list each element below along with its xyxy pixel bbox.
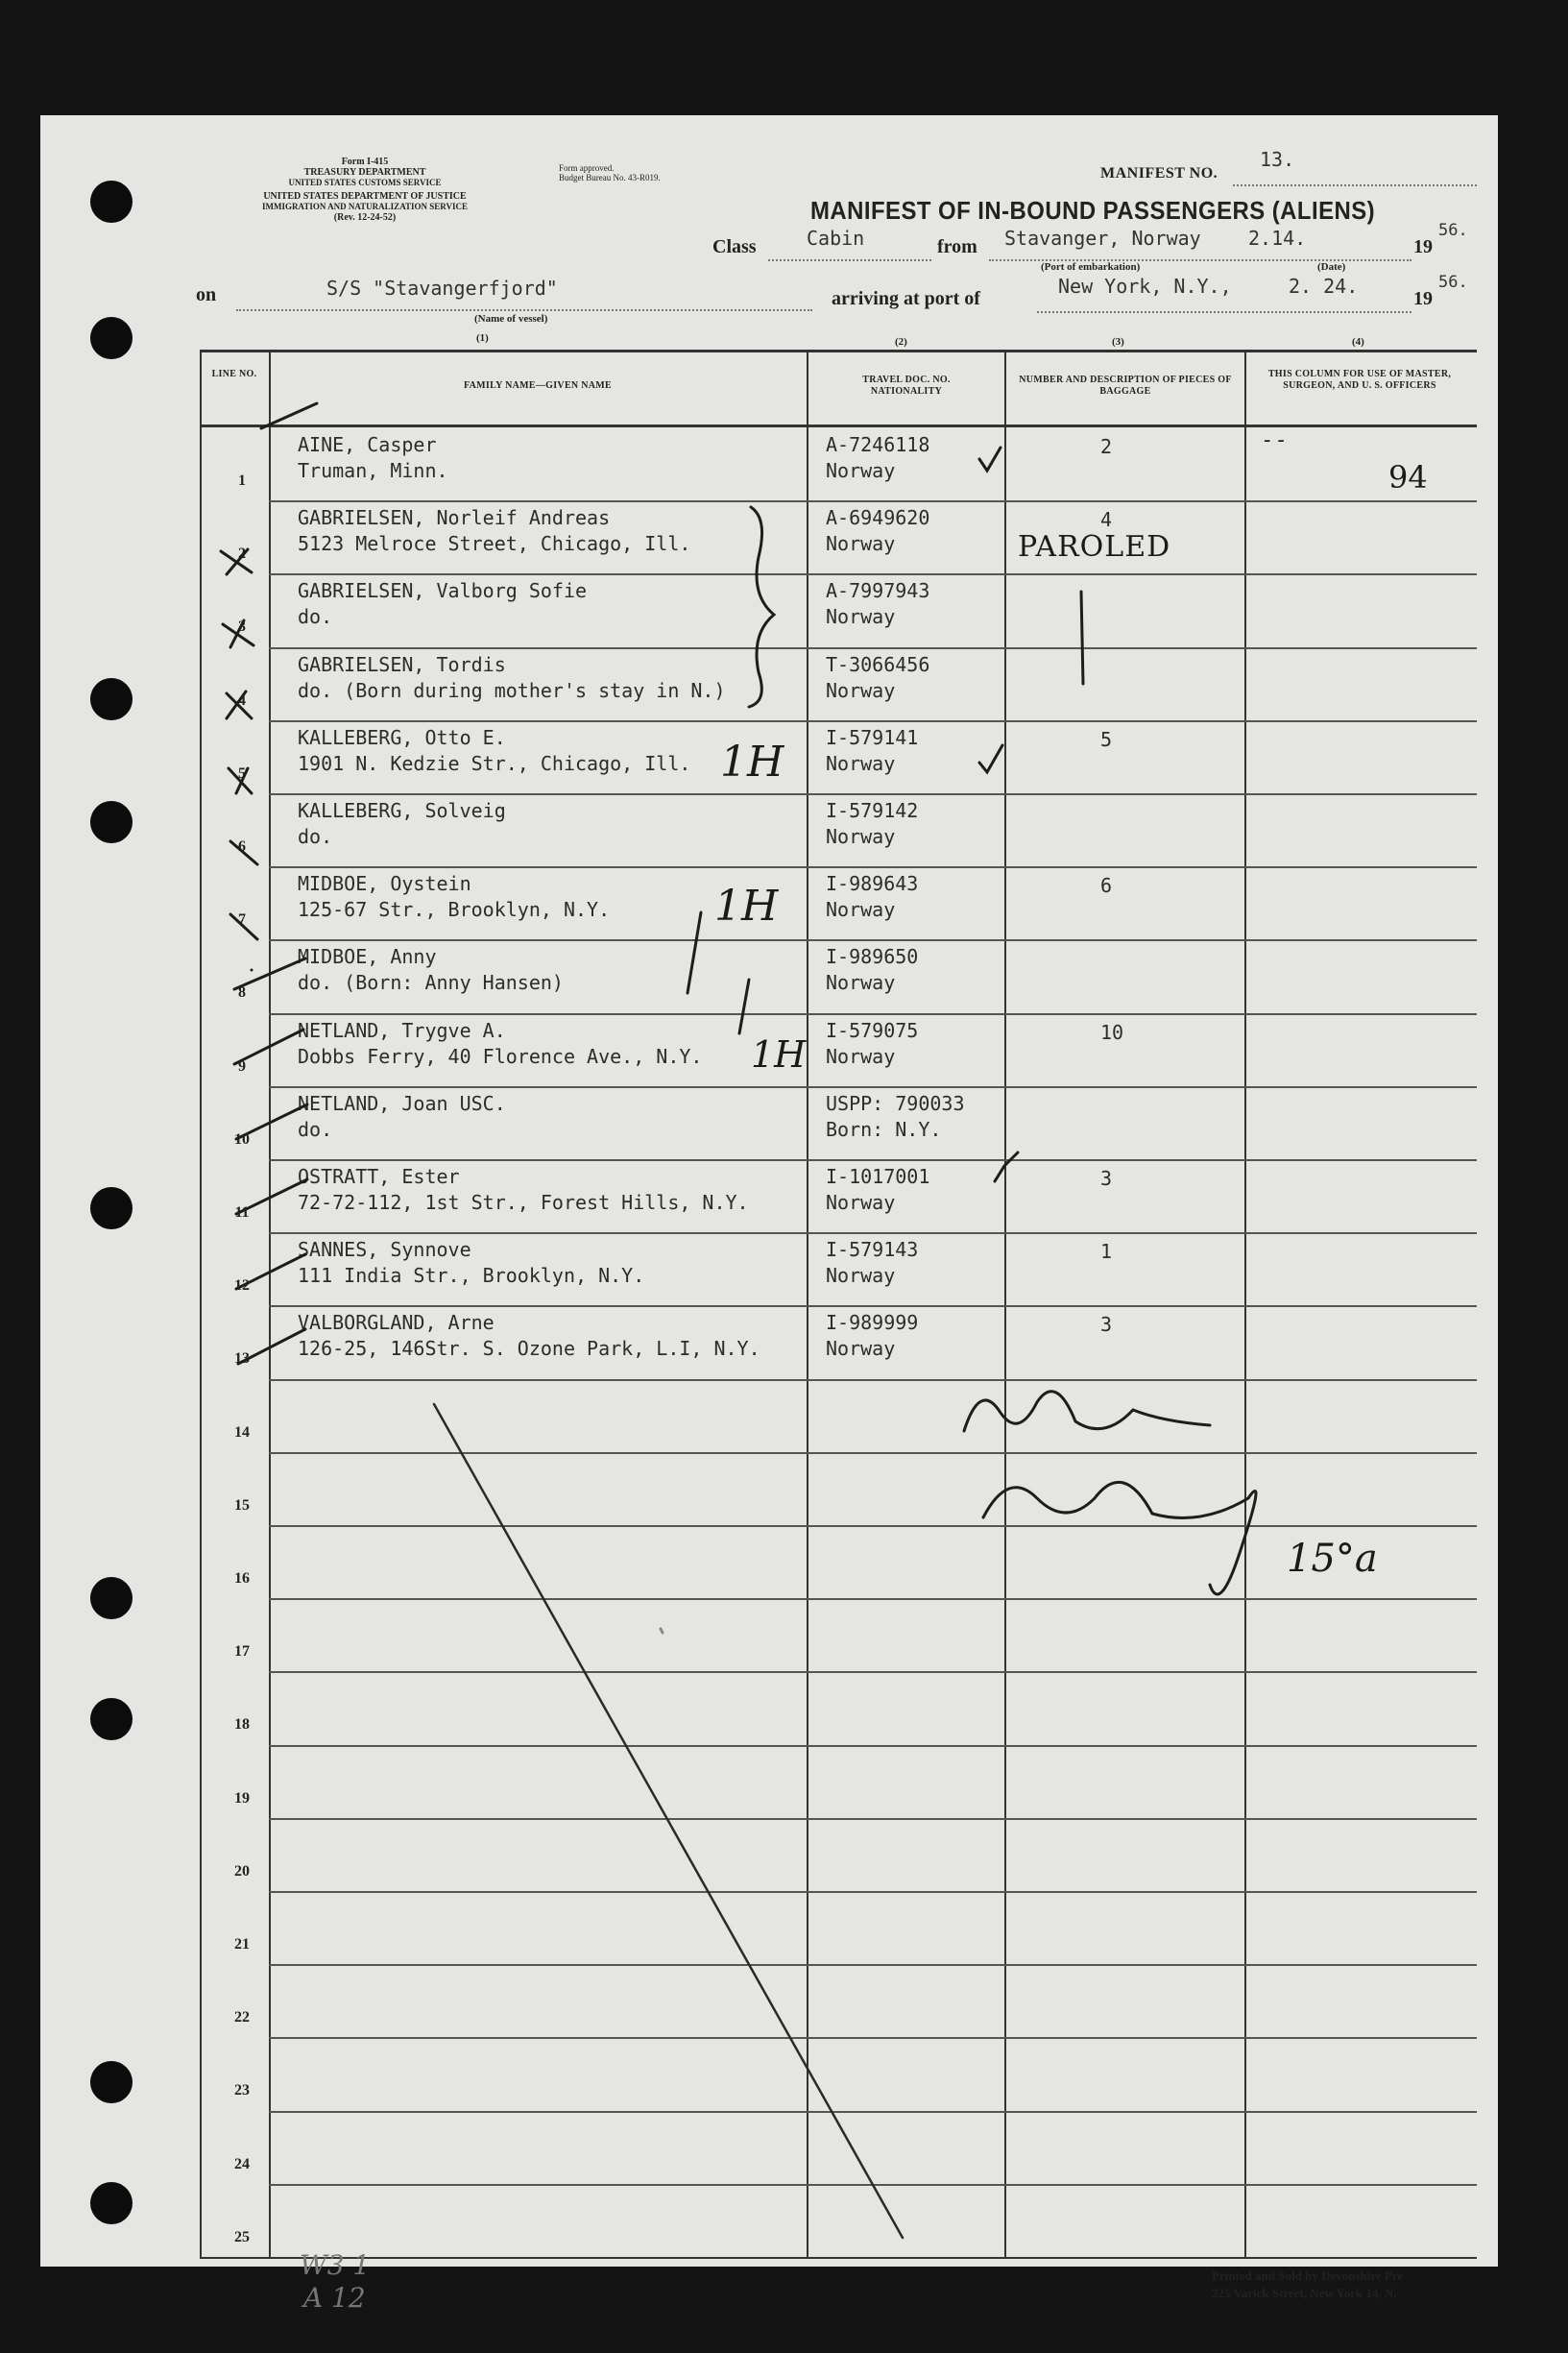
punch-hole: [90, 2061, 133, 2103]
punch-hole: [90, 2182, 133, 2224]
passenger-address: 72-72-112, 1st Str., Forest Hills, N.Y.: [298, 1191, 749, 1214]
travel-doc-number: I-989999: [826, 1311, 919, 1335]
embarkation-date: 2.14.: [1248, 227, 1307, 250]
class-value: Cabin: [807, 227, 865, 250]
margin-1h-b: 1H: [714, 882, 779, 931]
row-rule: [269, 720, 1477, 722]
passenger-address: do.: [298, 825, 333, 848]
line-number: 4: [238, 691, 246, 709]
passenger-name: GABRIELSEN, Valborg Sofie: [298, 579, 588, 603]
form-approval: [559, 163, 661, 182]
row-rule: [269, 1013, 1477, 1015]
passenger-address: do.: [298, 605, 333, 629]
passenger-name: NETLAND, Trygve A.: [298, 1018, 506, 1042]
travel-doc-number: USPP: 790033: [826, 1091, 965, 1115]
passenger-name: VALBORGLAND, Arne: [298, 1311, 495, 1335]
printer-line-1: Printed and Sold by Devonshire Pre: [1212, 2268, 1404, 2283]
row-rule: [269, 793, 1477, 795]
col-num-1: (1): [476, 332, 489, 344]
row-rule: [269, 1232, 1477, 1234]
punch-hole: [90, 181, 133, 223]
travel-doc-number: A-7997943: [826, 579, 930, 603]
passenger-address: 125-67 Str., Brooklyn, N.Y.: [298, 898, 611, 922]
line-number: 1: [238, 473, 246, 489]
travel-doc-number: A-6949620: [826, 506, 930, 530]
budget-bureau: Budget Bureau No. 43-R019.: [559, 173, 661, 182]
vessel-line: [236, 309, 812, 311]
line-number: 19: [234, 1789, 250, 1807]
table-bottom-rule: [200, 2257, 1477, 2259]
line-number: 14: [234, 1423, 250, 1441]
baggage-count: 4: [1100, 508, 1113, 532]
punch-hole: [90, 1577, 133, 1619]
margin-1h-a: 1H: [720, 738, 784, 787]
line-number: 8: [238, 984, 246, 1002]
manifest-number: 13.: [1260, 148, 1295, 171]
passenger-name: AINE, Casper: [298, 433, 437, 456]
nationality: Norway: [826, 751, 896, 775]
row-rule: [269, 866, 1477, 868]
baggage-count: 6: [1100, 874, 1113, 898]
year-1: 56.: [1438, 221, 1468, 240]
nationality: Norway: [826, 605, 896, 629]
passenger-address: 5123 Melroce Street, Chicago, Ill.: [298, 532, 691, 556]
line-number: 5: [238, 764, 246, 782]
line-number: 2: [238, 546, 246, 563]
paroled-stamp: PAROLED: [1018, 530, 1171, 564]
form-number: Form I-415: [341, 157, 389, 167]
passenger-name: MIDBOE, Anny: [298, 945, 437, 969]
header-bottom-rule: [200, 425, 1477, 427]
baggage-count: 5: [1100, 727, 1113, 751]
line-number: 3: [238, 619, 246, 636]
customs-service: UNITED STATES CUSTOMS SERVICE: [288, 178, 442, 187]
nationality: Norway: [826, 898, 896, 922]
bag-col-divider: [1244, 350, 1246, 2259]
line-number: 6: [238, 838, 246, 855]
col-header-baggage: NUMBER AND DESCRIPTION OF PIECES OF BAGGAGE: [1019, 375, 1232, 397]
passenger-address: Truman, Minn.: [298, 459, 448, 482]
row-rule: [269, 1452, 1477, 1454]
nationality: Norway: [826, 825, 896, 848]
travel-doc-number: I-579075: [826, 1018, 919, 1042]
date-caption: (Date): [1317, 261, 1346, 273]
passenger-address: 126-25, 146Str. S. Ozone Park, L.I, N.Y.: [298, 1337, 760, 1361]
row-rule: [269, 647, 1477, 649]
baggage-count: 2: [1100, 435, 1113, 458]
passenger-name: GABRIELSEN, Norleif Andreas: [298, 506, 611, 530]
row-rule: [269, 1086, 1477, 1088]
line-number: 12: [234, 1277, 250, 1295]
nationality: Norway: [826, 1044, 896, 1068]
row-rule: [269, 939, 1477, 941]
year-2: 56.: [1438, 273, 1468, 292]
row-rule: [269, 1891, 1477, 1893]
line-number: 13: [234, 1350, 250, 1368]
passenger-address: 111 India Str., Brooklyn, N.Y.: [298, 1264, 645, 1288]
line-number: 18: [234, 1716, 250, 1734]
baggage-count: 3: [1100, 1167, 1113, 1190]
line-number: 7: [238, 911, 246, 929]
page-title: MANIFEST OF IN-BOUND PASSENGERS (ALIENS): [810, 196, 1376, 225]
passenger-name: KALLEBERG, Solveig: [298, 799, 506, 822]
punch-hole: [90, 1187, 133, 1229]
name-col-divider: [807, 350, 808, 2259]
line-number: 17: [234, 1643, 250, 1661]
passenger-address: do. (Born: Anny Hansen): [298, 971, 564, 995]
passenger-address: do.: [298, 1117, 333, 1141]
travel-doc-number: I-989643: [826, 872, 919, 896]
revision: (Rev. 12-24-52): [333, 212, 397, 223]
passenger-address: Dobbs Ferry, 40 Florence Ave., N.Y.: [298, 1044, 703, 1068]
ins-service: IMMIGRATION AND NATURALIZATION SERVICE: [262, 202, 468, 211]
form-agency-block: [192, 157, 538, 223]
punch-hole: [90, 1698, 133, 1740]
col-header-travel: TRAVEL DOC. NO. NATIONALITY: [862, 375, 951, 397]
passenger-name: MIDBOE, Oystein: [298, 872, 471, 896]
row-rule: [269, 1598, 1477, 1600]
arrival-date: 2. 24.: [1289, 275, 1359, 298]
travel-doc-number: I-1017001: [826, 1165, 930, 1188]
nationality: Norway: [826, 1337, 896, 1361]
treasury-dept: TREASURY DEPARTMENT: [303, 167, 426, 178]
line-number: 11: [234, 1204, 250, 1221]
class-label: Class: [712, 236, 757, 257]
row-rule: [269, 1818, 1477, 1820]
line-number: 9: [238, 1057, 246, 1075]
vessel-caption: (Name of vessel): [474, 313, 548, 325]
passenger-name: OSTRATT, Ester: [298, 1165, 460, 1188]
baggage-count: 3: [1100, 1313, 1113, 1337]
col-num-4: (4): [1352, 336, 1364, 348]
line-number: 23: [234, 2082, 250, 2099]
line-number: 16: [234, 1570, 250, 1587]
nationality: Norway: [826, 532, 896, 556]
officer-number: 94: [1388, 459, 1428, 496]
row-rule: [269, 2111, 1477, 2113]
row-rule: [269, 2184, 1477, 2186]
nationality: Norway: [826, 1264, 896, 1288]
row-rule: [269, 1671, 1477, 1673]
nationality: Norway: [826, 678, 896, 702]
punch-hole: [90, 801, 133, 843]
passenger-name: NETLAND, Joan USC.: [298, 1091, 506, 1115]
passenger-name: GABRIELSEN, Tordis: [298, 652, 506, 676]
row-rule: [269, 1379, 1477, 1381]
line-col-divider: [269, 350, 271, 2259]
line-number: 15: [234, 1496, 250, 1514]
travel-doc-number: I-579143: [826, 1238, 919, 1262]
officer-mark: - -: [1264, 428, 1285, 452]
embarkation-port: Stavanger, Norway: [1004, 227, 1201, 250]
passenger-address: do. (Born during mother's stay in N.): [298, 678, 726, 702]
margin-1h-c: 1H: [751, 1033, 807, 1076]
line-number: 22: [234, 2009, 250, 2026]
col-header-name: FAMILY NAME—GIVEN NAME: [463, 380, 612, 391]
printer-line-2: 225 Varick Street, New York 14, N.: [1212, 2286, 1397, 2300]
arrival-line: [1037, 311, 1411, 313]
row-rule: [269, 1159, 1477, 1161]
pencil-note-2: A 12: [303, 2282, 366, 2314]
row-rule: [269, 1305, 1477, 1307]
passenger-address: 1901 N. Kedzie Str., Chicago, Ill.: [298, 751, 691, 775]
row-rule: [269, 500, 1477, 502]
nationality: Norway: [826, 971, 896, 995]
port-embark-caption: (Port of embarkation): [1041, 261, 1141, 273]
baggage-count: 10: [1100, 1020, 1124, 1044]
pencil-note-1: W3 1: [300, 2249, 371, 2281]
line-number: 24: [234, 2155, 250, 2172]
nationality: Norway: [826, 459, 896, 482]
row-rule: [269, 573, 1477, 575]
line-number: 25: [234, 2228, 250, 2245]
vessel-name: S/S "Stavangerfjord": [326, 277, 558, 300]
doc-col-divider: [1004, 350, 1006, 2259]
year-prefix-1: 19: [1413, 236, 1433, 257]
line-number: 20: [234, 1862, 250, 1880]
travel-doc-number: T-3066456: [826, 652, 930, 676]
class-line: [768, 259, 931, 261]
punch-hole: [90, 678, 133, 720]
passenger-name: KALLEBERG, Otto E.: [298, 725, 506, 749]
on-label: on: [196, 284, 217, 305]
travel-doc-number: I-989650: [826, 945, 919, 969]
year-prefix-2: 19: [1413, 288, 1433, 309]
row-rule: [269, 1964, 1477, 1966]
punch-hole: [90, 317, 133, 359]
code-mark: 15°a: [1287, 1537, 1378, 1581]
row-rule: [269, 2037, 1477, 2039]
col-header-officers: THIS COLUMN FOR USE OF MASTER, SURGEON, AND U. S. OFFICERS: [1267, 369, 1452, 391]
justice-dept: UNITED STATES DEPARTMENT OF JUSTICE: [263, 191, 467, 202]
baggage-count: 1: [1100, 1240, 1113, 1264]
travel-doc-number: I-579141: [826, 725, 919, 749]
col-num-3: (3): [1112, 336, 1124, 348]
table-top-rule: [200, 350, 1477, 352]
manifest-no-label: MANIFEST NO.: [1100, 165, 1218, 182]
col-num-2: (2): [895, 336, 907, 348]
arriving-label: arriving at port of: [832, 288, 980, 309]
table-left-border: [200, 350, 202, 2259]
passenger-name: SANNES, Synnove: [298, 1238, 471, 1262]
line-number: 10: [234, 1130, 250, 1148]
arrival-port: New York, N.Y.,: [1058, 275, 1232, 298]
travel-doc-number: A-7246118: [826, 433, 930, 456]
travel-doc-number: I-579142: [826, 799, 919, 822]
nationality: Born: N.Y.: [826, 1117, 942, 1141]
from-label: from: [937, 236, 977, 257]
line-number: 21: [234, 1936, 250, 1953]
col-header-line: LINE NO.: [211, 369, 257, 379]
manifest-no-line: [1233, 184, 1477, 186]
row-rule: [269, 1525, 1477, 1527]
form-approved: Form approved.: [559, 163, 615, 173]
nationality: Norway: [826, 1191, 896, 1214]
row-rule: [269, 1745, 1477, 1747]
